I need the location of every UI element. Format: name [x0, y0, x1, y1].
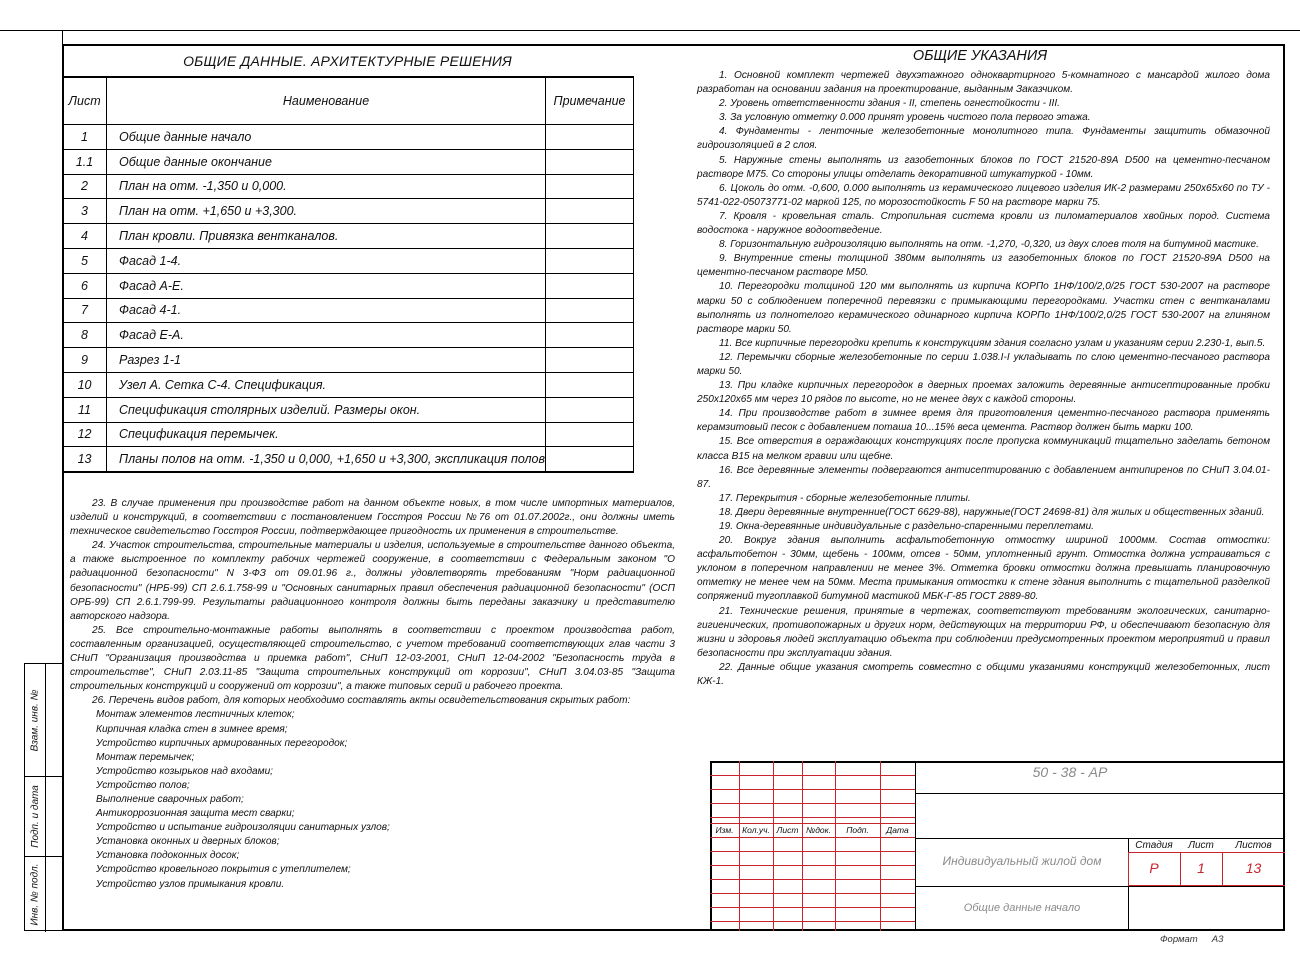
sheet-title: Спецификация перемычек. — [107, 422, 546, 447]
sheets-body — [63, 125, 634, 473]
sheet-number: 13 — [63, 447, 107, 472]
sheet-title: Общие данные начало — [107, 125, 546, 150]
revision-grid-vline — [773, 761, 774, 931]
sheet-title: Фасад 1-4. — [107, 248, 546, 273]
sheet-note — [546, 397, 634, 422]
note-item: 14. При производстве работ в зимнее время для приготовления цементно-песчаного раствора применять керамзитовый песок с добавлением поташа 10...15% веса цемента. Раствор должен быть марки 100. — [697, 408, 1270, 434]
side-label-replacement: Взам. инв. № — [29, 689, 41, 751]
note-item: 8. Горизонтальную гидроизоляцию выполнять на отм. -1,270, -0,320, из двух слоев толя на битумной мастике. — [719, 239, 1259, 251]
notes-title: ОБЩИЕ УКАЗАНИЯ — [912, 48, 1048, 64]
sheet-row — [63, 199, 634, 224]
sheet-title: Фасад Е-А. — [107, 323, 546, 348]
note-item: 15. Все отверстия в ограждающих конструкциях после пропуска коммуникаций тщательно заделать бетоном класса В15 на мелком гравии или щебне. — [697, 436, 1270, 462]
revision-header-cell: Дата — [886, 825, 909, 835]
revision-grid — [710, 761, 915, 931]
revision-header-cell: №док. — [805, 825, 831, 835]
sheet-note — [546, 273, 634, 298]
sheet-row — [63, 348, 634, 373]
note-item: 5. Наружные стены выполнять из газобетонных блоков по ГОСТ 21520-89А D500 на цементно-песчаном растворе М75. Со стороны улицы отделать декоративной штукатуркой - 10мм. — [697, 154, 1270, 180]
note-item: 13. При кладке кирпичных перегородок в дверных проемах заложить деревянные антисептированные пробки 250х120х65 мм через 10 рядов по высоте, но не менее двух с каждой стороны. — [697, 380, 1270, 406]
format-label: Формат — [1160, 934, 1198, 945]
hidden-works-item: Монтаж элементов лестничных клеток; — [96, 709, 295, 721]
sheet-note — [546, 298, 634, 323]
sheet-number: 9 — [63, 348, 107, 373]
sheet-title: Фасад 4-1. — [107, 298, 546, 323]
top-border-line — [0, 30, 1300, 31]
sheet-value: 1 — [1197, 860, 1205, 876]
sheet-label: Лист — [1188, 840, 1214, 851]
note-item: 7. Кровля - кровельная сталь. Стропильная система кровли из пиломатериалов хвойных пород. Система водостока - наружное водоотведение. — [697, 210, 1270, 237]
notes-right-block — [697, 69, 1270, 689]
revision-header-cell: Лист — [776, 825, 799, 835]
sheet-number: 12 — [63, 422, 107, 447]
side-cell-replacement — [25, 664, 62, 777]
sheet-title: Общие данные окончание — [107, 149, 546, 174]
stamp-line-2 — [915, 838, 1285, 839]
sheet-note — [546, 422, 634, 447]
note-item: 4. Фундаменты - ленточные железобетонные монолитного типа. Фундаменты защитить обмазочной гидроизоляцией в 2 слоя. — [697, 126, 1270, 152]
sheet-title: Разрез 1-1 — [107, 348, 546, 373]
note-item: 11. Все кирпичные перегородки крепить к конструкциям здания согласно узлам и указаниям серии 2.230-1, вып.5. — [719, 337, 1266, 349]
sheets-count-label: Листов — [1235, 840, 1272, 851]
note-item: 24. Участок строительства, строительные материалы и изделия, используемые в строительстве данного объекта, а также выстроенное по комплекту рабочих чертежей сооружение, в соответствии с Федеральным законом "О радиационной безопасности" N 3-ФЗ от 09.01.96 г., должны удовлетворять требованиям "Норм радиационной безопасности" (НРБ-99) СП 2.6.1.758-99 и "Основных санитарных правил обеспечения радиационной безопасности" (ОСП ОРБ-99) СП 2.6.1.799-99. Результаты радиационного контроля должны быть переданы заказчику и представителю авторского надзора. — [70, 540, 675, 622]
sheet-title: Спецификация столярных изделий. Размеры окон. — [107, 397, 546, 422]
notes-left-block — [70, 497, 675, 892]
revision-grid-hline — [710, 803, 915, 804]
note-item: 2. Уровень ответственности здания - II, степень огнестойкости - III. — [719, 98, 1060, 110]
sheet-number: 4 — [63, 224, 107, 249]
sheet-row — [63, 298, 634, 323]
sheet-title: План кровли. Привязка вентканалов. — [107, 224, 546, 249]
revision-grid-hline — [710, 817, 915, 818]
revision-grid-vline — [739, 761, 740, 931]
stage-label: Стадия — [1135, 840, 1173, 851]
sheet-row — [63, 224, 634, 249]
note-item: 16. Все деревянные элементы подвергаются антисептированию с добавлением антипиренов по СНиП 3.04.01-87. — [697, 464, 1270, 490]
sheet-note — [546, 348, 634, 373]
note-item: 17. Перекрытия - сборные железобетонные плиты. — [719, 492, 971, 504]
sheet-number: 3 — [63, 199, 107, 224]
sheet-note — [546, 447, 634, 472]
sheet-note — [546, 149, 634, 174]
header-sheet-name: Наименование — [107, 77, 546, 125]
note-item: 19. Окна-деревянные индивидуальные с раздельно-спаренными переплетами. — [719, 521, 1094, 532]
side-stamp-strip — [24, 663, 62, 931]
sheets-header-row — [63, 77, 634, 125]
sheet-note — [546, 248, 634, 273]
sheet-note — [546, 174, 634, 199]
side-cell-signature — [25, 776, 62, 857]
top-border-tick — [62, 30, 63, 44]
note-item: 23. В случае применения при производстве работ на данном объекте новых, в том числе импортных материалов, изделий и конструкций, в соответствии с постановлением Госстроя России №76 от 01.07.2002г., они должны иметь техническое свидетельство Госстроя России, подтверждающее пригодность их применения в строительстве. — [70, 498, 675, 538]
stamp-line-1 — [915, 793, 1285, 794]
revision-header-cell: Подп. — [846, 825, 869, 835]
revision-grid-hline — [710, 865, 915, 866]
sheet-note — [546, 372, 634, 397]
document-code: 50 - 38 - АР — [1032, 764, 1108, 780]
sheet-note — [546, 125, 634, 150]
revision-grid-hline — [710, 879, 915, 880]
hidden-works-item: Устройство кровельного покрытия с утеплителем; — [96, 864, 351, 876]
sheet-row — [63, 273, 634, 298]
note-item: 26. Перечень видов работ, для которых необходимо составлять акты освидетельствования скрытых работ: — [92, 695, 631, 707]
sheet-number: 2 — [63, 174, 107, 199]
sheet-number: 10 — [63, 372, 107, 397]
sheet-title: Узел А. Сетка С-4. Спецификация. — [107, 372, 546, 397]
sheet-note — [546, 224, 634, 249]
note-item: 25. Все строительно-монтажные работы выполнять в соответствии с проектом производства работ, составленным организацией, осуществляющей строительство, с учетом требований соответствующих глав части 3 СНиП "Организация производства и приемка работ", СНиП 12-03-2001, СНиП 12-04-2002 "Безопасность труда в строительстве", СНиП 2.03.11-85 "Защита строительных конструкций от коррозии", СНиП 3.04.03-85 "Защита строительных конструкций и сооружений от коррозии", а также типовых серий и рабочего проекта. — [70, 624, 675, 693]
sheet-title: План на отм. -1,350 и 0,000. — [107, 174, 546, 199]
sheet-number: 7 — [63, 298, 107, 323]
hidden-works-item: Устройство полов; — [96, 779, 190, 791]
header-sheet-note: Примечание — [546, 77, 634, 125]
note-item: 12. Перемычки сборные железобетонные по серии 1.038.I-I укладывать по слою цементно-песчаного раствора марки 50. — [697, 351, 1270, 377]
sheet-title: Фасад А-Е. — [107, 273, 546, 298]
revision-grid-hline — [710, 837, 915, 838]
hidden-works-item: Выполнение сварочных работ; — [96, 793, 244, 805]
sheet-name: Общие данные начало — [963, 902, 1081, 914]
note-item: 3. За условную отметку 0.000 принят уровень чистого пола первого этажа. — [719, 112, 1091, 124]
object-name: Индивидуальный жилой дом — [942, 854, 1102, 868]
sheet-row — [63, 174, 634, 199]
hidden-works-item: Устройство узлов примыкания кровли. — [96, 878, 285, 890]
revision-header-cell: Кол.уч. — [742, 825, 770, 835]
note-item: 9. Внутренние стены толщиной 380мм выполнять из газобетонных блоков по ГОСТ 21520-89А D500 на цементно-песчаном растворе М50. — [697, 253, 1270, 279]
sheet-number: 1 — [63, 125, 107, 150]
note-item: 20. Вокруг здания выполнить асфальтобетонную отмостку шириной 1000мм. Состав отмостки: асфальтобетон - 30мм, щебень - 100мм, отсев - 50мм, уплотненный грунт. Отмостка должна устраиваться с уклоном в поперечном направлении не менее 3%. Отметка бровки отмостки должна превышать планировочную отметку не менее чем на 50мм. Места примыкания отмостки к стене здания выполнить с тщательной разделкой сопряжений тугоплавкой битумной мастикой МБК-Г-85 ГОСТ 2889-80. — [697, 535, 1270, 603]
revision-grid-hline — [710, 851, 915, 852]
revision-grid-vline — [880, 761, 881, 931]
sheet-note — [546, 199, 634, 224]
sheet-number: 11 — [63, 397, 107, 422]
revision-grid-hline — [710, 775, 915, 776]
hidden-works-item: Установка оконных и дверных блоков; — [96, 836, 280, 848]
revision-grid-vline — [802, 761, 803, 931]
hidden-works-item: Устройство козырьков над входами; — [96, 765, 273, 777]
sheet-number: 8 — [63, 323, 107, 348]
revision-grid-vline — [835, 761, 836, 931]
revision-grid-hline — [710, 907, 915, 908]
side-label-original: Инв. № подл. — [29, 862, 41, 926]
sheet-note — [546, 323, 634, 348]
note-item: 22. Данные общие указания смотреть совместно с общими указаниями конструкций железобетонных, лист КЖ-1. — [697, 661, 1270, 688]
note-item: 6. Цоколь до отм. -0,600, 0.000 выполнять из керамического лицевого изделия ИК-2 размерами 250х65х60 по ТУ - 5741-022-05073771-02 маркой 125, по морозостойкость F 50 на растворе марки 75. — [697, 182, 1270, 208]
sheet-number: 5 — [63, 248, 107, 273]
sheets-table — [62, 76, 634, 473]
revision-header-cell: Изм. — [715, 825, 734, 835]
sheet-row — [63, 149, 634, 174]
hidden-works-item: Устройство и испытание гидроизоляции санитарных узлов; — [96, 822, 390, 834]
note-item: 21. Технические решения, принятые в чертежах, соответствуют требованиям экологических, санитарно-гигиенических, противопожарных и других норм, действующих на территории РФ, и обеспечивают безопасную для жизни и здоровья людей эксплуатацию объекта при соблюдении предусмотренных проектом мероприятий и правил безопасности при эксплуатации здания. — [697, 605, 1270, 659]
note-item: 10. Перегородки толщиной 120 мм выполнять из кирпича КОРПо 1НФ/100/2,0/25 ГОСТ 530-2007 на растворе марки 50 с соблюдением поперечной перевязки с примыкающими перегородками. Участки стен с вентканалами выполнять из полнотелого керамического одинарного кирпича КОРПо 1НФ/100/2,0/25 ГОСТ 530-2007 на глиняном растворе марки 50. — [697, 281, 1270, 335]
sheet-number: 6 — [63, 273, 107, 298]
sheet-title: Планы полов на отм. -1,350 и 0,000, +1,650 и +3,300, экспликация полов — [107, 447, 546, 472]
revision-grid-hline — [710, 789, 915, 790]
revision-grid-hline — [710, 921, 915, 922]
sheet-row — [63, 422, 634, 447]
hidden-works-item: Установка подоконных досок; — [96, 850, 240, 862]
sheet-row — [63, 323, 634, 348]
sheet-row — [63, 372, 634, 397]
sheet-title: План на отм. +1,650 и +3,300. — [107, 199, 546, 224]
sheets-title: ОБЩИЕ ДАННЫЕ. АРХИТЕКТУРНЫЕ РЕШЕНИЯ — [183, 53, 512, 69]
sheets-count-value: 13 — [1245, 860, 1262, 876]
hidden-works-item: Антикоррозионная защита мест сварки; — [96, 808, 295, 820]
format-label-wrap — [1160, 934, 1223, 945]
sheet-row — [63, 447, 634, 472]
side-label-signature: Подп. и дата — [29, 784, 41, 848]
side-cell-original — [25, 856, 62, 932]
sheet-number: 1.1 — [63, 149, 107, 174]
header-sheet-number: Лист — [63, 77, 107, 125]
hidden-works-item: Монтаж перемычек; — [96, 751, 195, 763]
format-value: А3 — [1211, 934, 1224, 945]
sheet-row — [63, 248, 634, 273]
sheet-row — [63, 125, 634, 150]
sheet-row — [63, 397, 634, 422]
note-item: 18. Двери деревянные внутренние(ГОСТ 6629-88), наружные(ГОСТ 24698-81) для жилых и общественных зданий. — [719, 506, 1265, 518]
hidden-works-item: Устройство кирпичных армированных перегородок; — [96, 737, 348, 749]
note-item: 1. Основной комплект чертежей двухэтажного одноквартирного 5-комнатного с мансардой жилого дома разработан на основании задания на проектирование, выданным Заказчиком. — [697, 70, 1270, 96]
stage-value: Р — [1149, 860, 1159, 876]
stamp-line-3 — [915, 886, 1285, 887]
hidden-works-item: Кирпичная кладка стен в зимнее время; — [96, 723, 288, 735]
revision-grid-hline — [710, 893, 915, 894]
